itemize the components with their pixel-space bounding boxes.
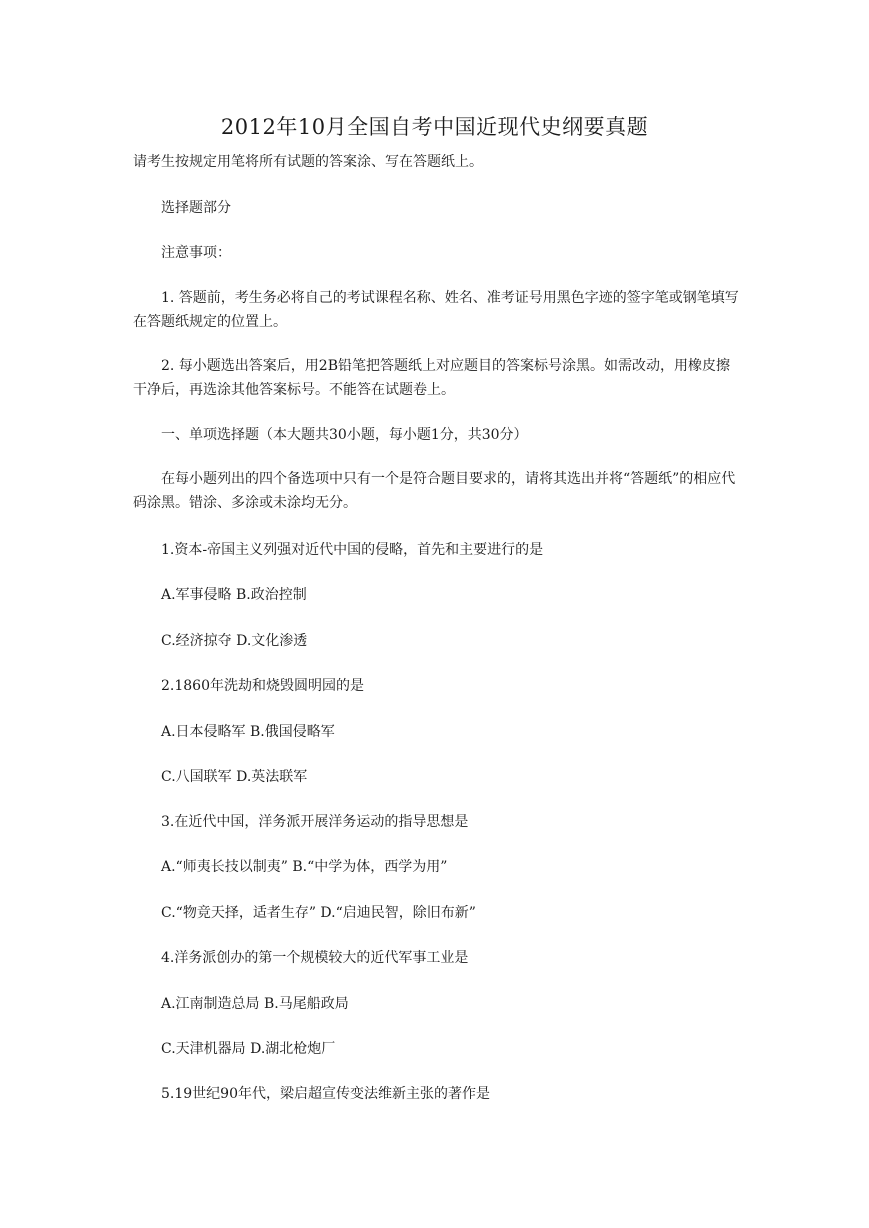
question-4-stem: 4.洋务派创办的第一个规模较大的近代军事工业是	[161, 950, 469, 966]
section-heading: 一、单项选择题（本大题共30小题，每小题1分，共30分）	[161, 427, 528, 443]
question-5-stem: 5.19世纪90年代，梁启超宣传变法维新主张的著作是	[161, 1086, 490, 1102]
note-1: 1. 答题前，考生务必将自己的考试课程名称、姓名、准考证号用黑色字迹的签字笔或钢笔填写在答题纸规定的位置上。	[133, 290, 739, 330]
section-instruction: 在每小题列出的四个备选项中只有一个是符合题目要求的，请将其选出并将“答题纸”的相应代码涂黑。错涂、多涂或未涂均无分。	[133, 471, 736, 511]
section-part-label: 选择题部分	[161, 200, 231, 216]
question-2-options-ab: A.日本侵略军 B.俄国侵略军	[161, 724, 335, 740]
question-3-options-ab: A.“师夷长技以制夷” B.“中学为体，西学为用”	[161, 859, 448, 875]
note-2: 2. 每小题选出答案后，用2B铅笔把答题纸上对应题目的答案标号涂黑。如需改动，用橡皮擦干净后，再选涂其他答案标号。不能答在试题卷上。	[133, 358, 731, 398]
question-4-options-ab: A.江南制造总局 B.马尾船政局	[161, 996, 349, 1012]
question-3-options-cd: C.“物竞天择，适者生存” D.“启迪民智，除旧布新”	[161, 905, 476, 921]
question-2-options-cd: C.八国联军 D.英法联军	[161, 769, 308, 785]
question-2-stem: 2.1860年洗劫和烧毁圆明园的是	[161, 678, 364, 694]
question-1-options-ab: A.军事侵略 B.政治控制	[161, 587, 307, 603]
question-1-options-cd: C.经济掠夺 D.文化渗透	[161, 633, 308, 649]
question-3-stem: 3.在近代中国，洋务派开展洋务运动的指导思想是	[161, 814, 469, 830]
page-title: 2012年10月全国自考中国近现代史纲要真题	[220, 115, 649, 139]
intro-text: 请考生按规定用笔将所有试题的答案涂、写在答题纸上。	[133, 154, 483, 170]
question-4-options-cd: C.天津机器局 D.湖北枪炮厂	[161, 1041, 336, 1057]
notes-heading: 注意事项：	[161, 245, 231, 261]
question-1-stem: 1.资本-帝国主义列强对近代中国的侵略，首先和主要进行的是	[161, 542, 544, 558]
